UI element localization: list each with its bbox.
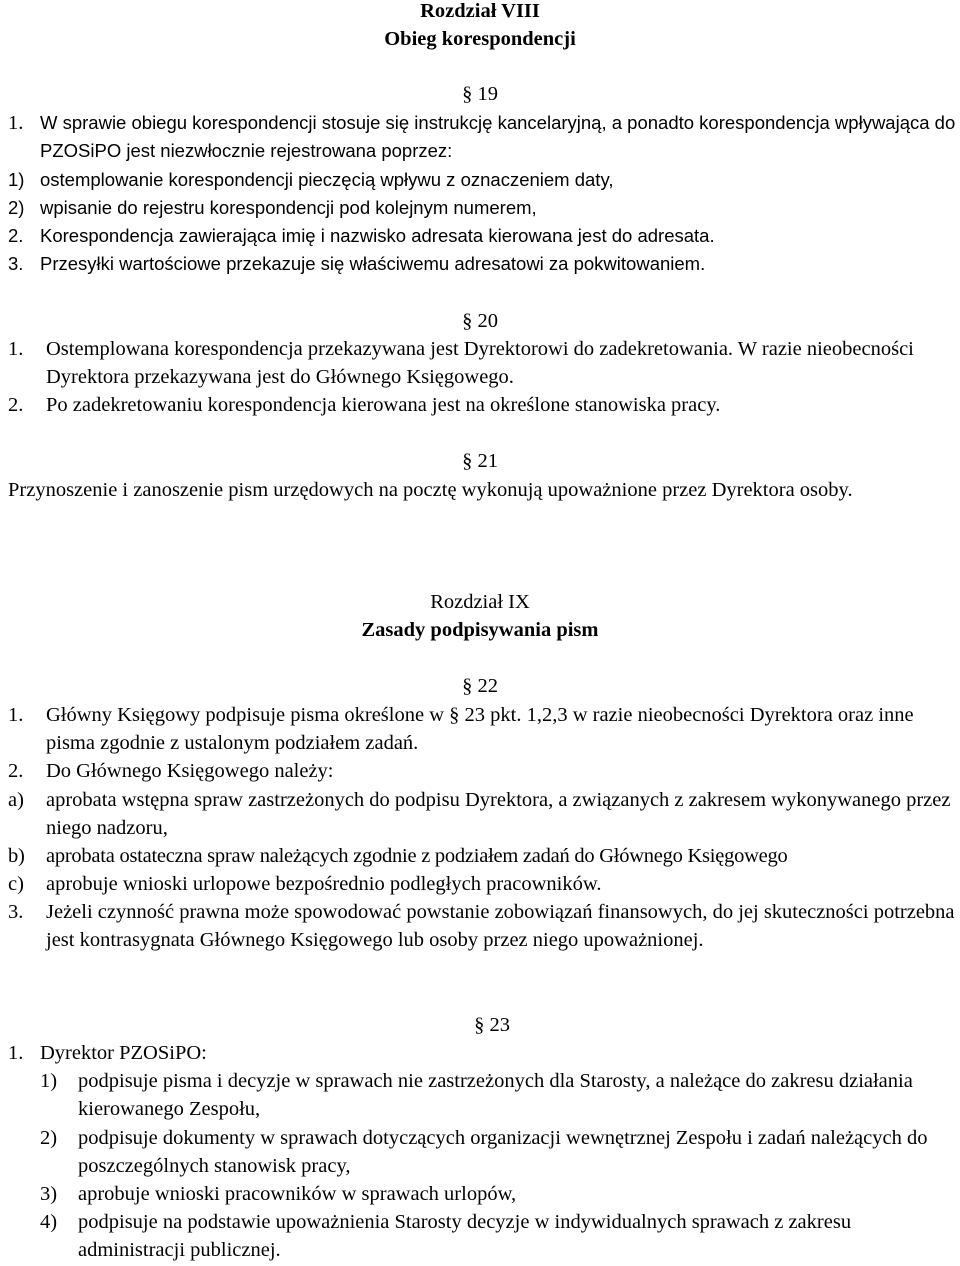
item-text: Jeżeli czynność prawna może spowodować powstanie zobowiązań finansowych, do jej skuteczności potrzebna jest kontrasygnata Głównego Księgowego lub osoby przez niego upoważnionej.: [46, 901, 955, 951]
item-number: 2.: [8, 394, 24, 416]
section-23-sub-3: [40, 1180, 952, 1208]
item-text: Główny Księgowy podpisuje pisma określone w § 23 pkt. 1,2,3 w razie nieobecności Dyrektora oraz inne pisma zgodnie z ustalonym podziałem zadań.: [46, 704, 914, 754]
section-22-item-2: [8, 757, 956, 785]
item-number: 2.: [8, 760, 24, 782]
item-letter: b): [8, 845, 25, 867]
item-text: Korespondencja zawierająca imię i nazwisko adresata kierowana jest do adresata.: [40, 225, 715, 246]
section-20-item-1: [8, 335, 956, 391]
item-text: aprobuje wnioski pracowników w sprawach urlopów,: [78, 1183, 517, 1205]
section-23-item-1: [8, 1039, 956, 1067]
section-22-item-c: [8, 870, 956, 898]
section-22-item-b: [8, 842, 960, 870]
item-text: Do Głównego Księgowego należy:: [46, 760, 334, 782]
item-text: Po zadekretowaniu korespondencja kierowana jest na określone stanowiska pracy.: [46, 394, 721, 416]
item-number: 3): [40, 1183, 58, 1205]
section-21-text: Przynoszenie i zanoszenie pism urzędowych na pocztę wykonują upoważnione przez Dyrektora osoby.: [8, 479, 853, 501]
section-22-sign: § 22: [462, 675, 498, 697]
item-text: wpisanie do rejestru korespondencji pod kolejnym numerem,: [40, 197, 537, 218]
item-text: aprobata ostateczna spraw należących zgodnie z podziałem zadań do Głównego Księgowego: [46, 845, 788, 867]
section-20-item-2: [8, 391, 956, 419]
section-19-item-2: [8, 222, 956, 250]
chapter-9-subtitle: Zasady podpisywania pism: [361, 619, 599, 641]
section-23-sign: § 23: [474, 1014, 510, 1036]
item-text: Dyrektor PZOSiPO:: [40, 1042, 207, 1064]
item-text: ostemplowanie korespondencji pieczęcią wpływu z oznaczeniem daty,: [40, 169, 614, 190]
item-number: 3.: [8, 253, 24, 274]
item-text: W sprawie obiegu korespondencji stosuje się instrukcję kancelaryjną, a ponadto korespondencja wpływająca do PZOSiPO jest niezwłocznie rejestrowana poprzez:: [40, 112, 956, 161]
item-text: Ostemplowana korespondencja przekazywana jest Dyrektorowi do zadekretowania. W razie nieobecności Dyrektora przekazywana jest do Głównego Księgowego.: [46, 338, 914, 388]
item-number: 1.: [8, 704, 24, 726]
section-22-item-3: [8, 898, 956, 954]
item-number: 1): [8, 169, 25, 190]
chapter-9-title: Rozdział IX: [430, 591, 530, 613]
item-number: 1.: [8, 1042, 24, 1064]
item-text: podpisuje na podstawie upoważnienia Starosty decyzje w indywidualnych sprawach z zakresu administracji publicznej.: [78, 1211, 852, 1261]
item-number: 4): [40, 1211, 58, 1233]
item-text: aprobuje wnioski urlopowe bezpośrednio podległych pracowników.: [46, 873, 602, 895]
section-19-sub-1: [8, 166, 956, 194]
item-number: 1.: [8, 338, 24, 360]
item-text: podpisuje dokumenty w sprawach dotyczących organizacji wewnętrznej Zespołu i zadań należących do poszczególnych stanowisk pracy,: [78, 1127, 928, 1177]
section-19-sign: § 19: [462, 83, 498, 105]
section-21-sign: § 21: [462, 450, 498, 472]
section-23-sub-1: [40, 1067, 952, 1123]
item-number: 2.: [8, 225, 24, 246]
item-text: podpisuje pisma i decyzje w sprawach nie zastrzeżonych dla Starosty, a należące do zakresu działania kierowanego Zespołu,: [78, 1070, 913, 1120]
section-22-item-a: [8, 786, 956, 842]
section-20-sign: § 20: [462, 310, 498, 332]
section-23-sub-2: [40, 1124, 952, 1180]
item-number: 1): [40, 1070, 58, 1092]
item-letter: c): [8, 873, 24, 895]
item-text: Przesyłki wartościowe przekazuje się właściwemu adresatowi za pokwitowaniem.: [40, 253, 706, 274]
section-19-sub-2: [8, 194, 956, 222]
item-letter: a): [8, 789, 24, 811]
section-22-item-1: [8, 701, 956, 757]
item-number: 3.: [8, 901, 24, 923]
item-number: 2): [8, 197, 25, 218]
section-19-item-1: [8, 109, 956, 165]
section-19-item-3: [8, 250, 956, 278]
chapter-8-title: Rozdział VIII: [420, 0, 540, 22]
chapter-8-subtitle: Obieg korespondencji: [384, 28, 576, 50]
section-23-sub-4: [40, 1208, 952, 1264]
item-text: aprobata wstępna spraw zastrzeżonych do podpisu Dyrektora, a związanych z zakresem wykonywanego przez niego nadzoru,: [46, 789, 951, 839]
item-number: 2): [40, 1127, 58, 1149]
item-number: 1.: [8, 112, 24, 134]
